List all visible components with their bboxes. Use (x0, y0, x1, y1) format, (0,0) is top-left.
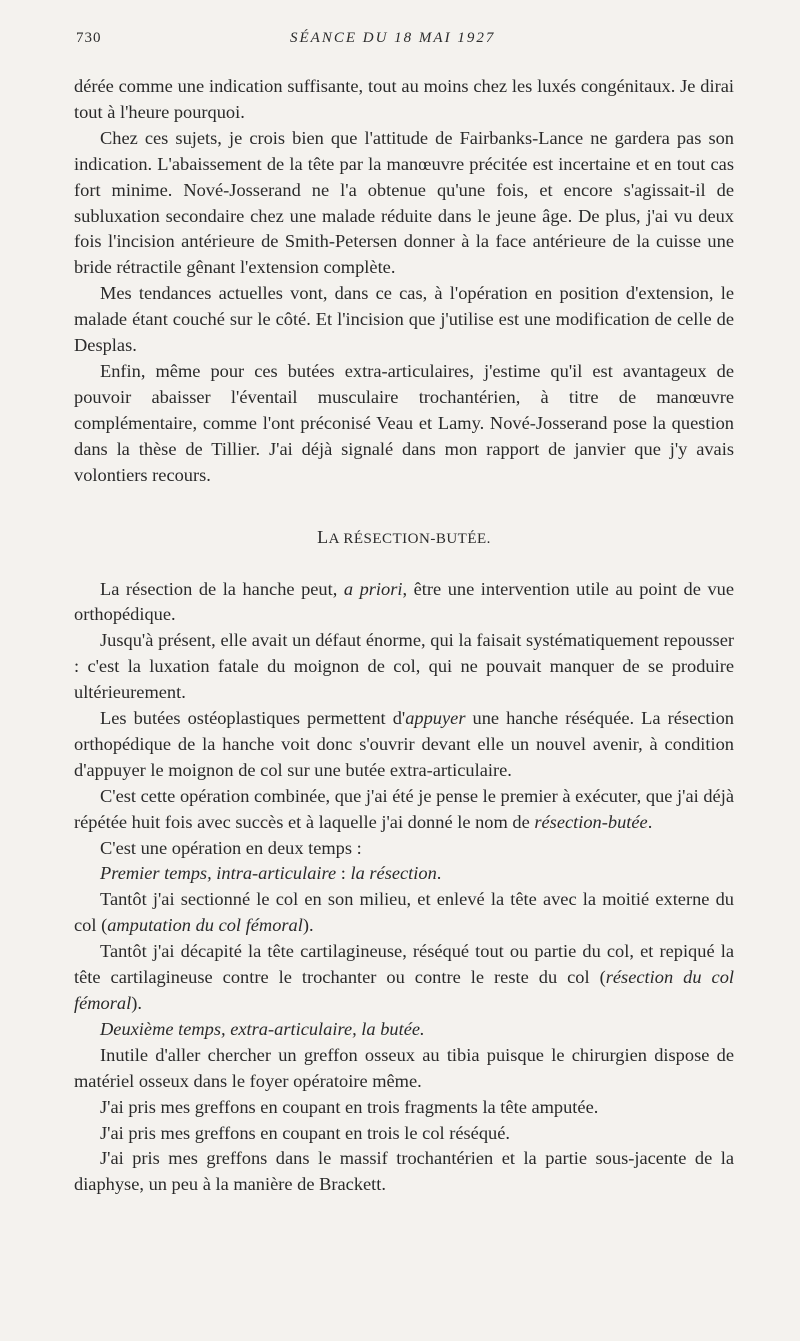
text-run: une hanche réséquée. La résection orthopédique de la hanche voit donc s'ouvrir devant elle un nouvel avenir, à condition d'appuyer le moignon de col sur une butée extra-articulaire. (74, 708, 734, 780)
paragraph: J'ai pris mes greffons dans le massif trochantérien et la partie sous-jacente de la diaphyse, un peu à la manière de Brackett. (74, 1148, 734, 1195)
italic-run: la résection (350, 863, 437, 884)
text-run: : (336, 863, 351, 884)
text-run: ). (302, 915, 314, 936)
paragraph (74, 939, 734, 1017)
paragraph: Enfin, même pour ces butées extra-articulaires, j'estime qu'il est avantageux de pouvoir abaisser l'éventail musculaire trochantérien, à titre de manœuvre complémentaire, comme l'ont préconisé Veau et Lamy. Nové-Josserand pose la question dans la thèse de Tillier. J'ai déjà signalé dans mon rapport de janvier que j'y avais volontiers recours. (74, 360, 734, 485)
italic-run: Premier temps, intra-articulaire (100, 863, 337, 884)
body-text (74, 74, 734, 1198)
text-run: . (436, 863, 442, 884)
paragraph: dérée comme une indication suffisante, tout au moins chez les luxés congénitaux. Je dirai tout à l'heure pourquoi. (74, 76, 734, 122)
text-run: ). (131, 993, 142, 1013)
italic-run: appuyer (405, 708, 466, 729)
text-run: C'est cette opération combinée, que j'ai été je pense le premier à exécuter, que j'ai déjà répétée huit fois avec succès et à laquelle j'ai donné le nom de (74, 785, 734, 832)
paragraph (74, 861, 734, 887)
paragraph: Inutile d'aller chercher un greffon osseux au tibia puisque le chirurgien dispose de matériel osseux dans le foyer opératoire même. (74, 1044, 734, 1091)
paragraph: J'ai pris mes greffons en coupant en trois le col réséqué. (100, 1122, 510, 1143)
paragraph (74, 706, 734, 784)
text-run: Tantôt j'ai sectionné le col en son milieu, et enlevé la tête avec la moitié externe du col ( (74, 889, 734, 936)
running-title: SÉANCE DU 18 MAI 1927 (290, 30, 496, 46)
page-number: 730 (76, 30, 102, 46)
text-run: , être une intervention utile au point de vue orthopédique. (74, 578, 734, 625)
page-header (76, 30, 716, 52)
text-run: . (647, 811, 653, 832)
italic-run: résection du col fémoral (74, 967, 735, 1013)
paragraph (74, 887, 734, 939)
text-run: Tantôt j'ai décapité la tête cartilagineuse, réséqué tout ou partie du col, et repiqué la tête cartilagineuse contre le trochanter ou contre le reste du col ( (74, 941, 734, 988)
section-heading-initial: L (317, 526, 329, 547)
italic-run: résection-butée (534, 811, 648, 832)
paragraph: Mes tendances actuelles vont, dans ce cas, à l'opération en position d'extension, le malade étant couché sur le côté. Et l'incision que j'utilise est une modification de celle de Desplas. (74, 283, 734, 356)
section-heading (74, 527, 734, 549)
italic-run: Deuxième temps, extra-articulaire, la butée. (100, 1018, 425, 1039)
paragraph: Jusqu'à présent, elle avait un défaut énorme, qui la faisait systématiquement repousser : c'est la luxation fatale du moignon de col, qui ne pouvait manquer de se produire ultérieurement. (74, 630, 734, 703)
paragraph (74, 577, 734, 629)
paragraph (74, 1017, 734, 1043)
paragraph (74, 784, 734, 836)
paragraph: Chez ces sujets, je crois bien que l'attitude de Fairbanks-Lance ne gardera pas son indication. L'abaissement de la tête par la manœuvre précitée est incertaine et en tout cas fort minime. Nové-Josserand ne l'a obtenue qu'une fois, et encore s'agissait-il de subluxation secondaire chez une malade réduite dans le jeune âge. De plus, j'ai vu deux fois l'incision antérieure de Smith-Petersen donner à la face antérieure de la cuisse une bride rétractile gênant l'extension complète. (74, 127, 734, 278)
text-run: La résection de la hanche peut, (100, 578, 344, 599)
italic-run: amputation du col fémoral (107, 915, 303, 936)
text-run: Les butées ostéoplastiques permettent d' (100, 708, 406, 729)
paragraph: J'ai pris mes greffons en coupant en trois fragments la tête amputée. (100, 1096, 599, 1117)
italic-run: a priori (343, 578, 403, 599)
paragraph: C'est une opération en deux temps : (100, 837, 362, 858)
section-heading-rest: A RÉSECTION-BUTÉE. (328, 530, 491, 547)
